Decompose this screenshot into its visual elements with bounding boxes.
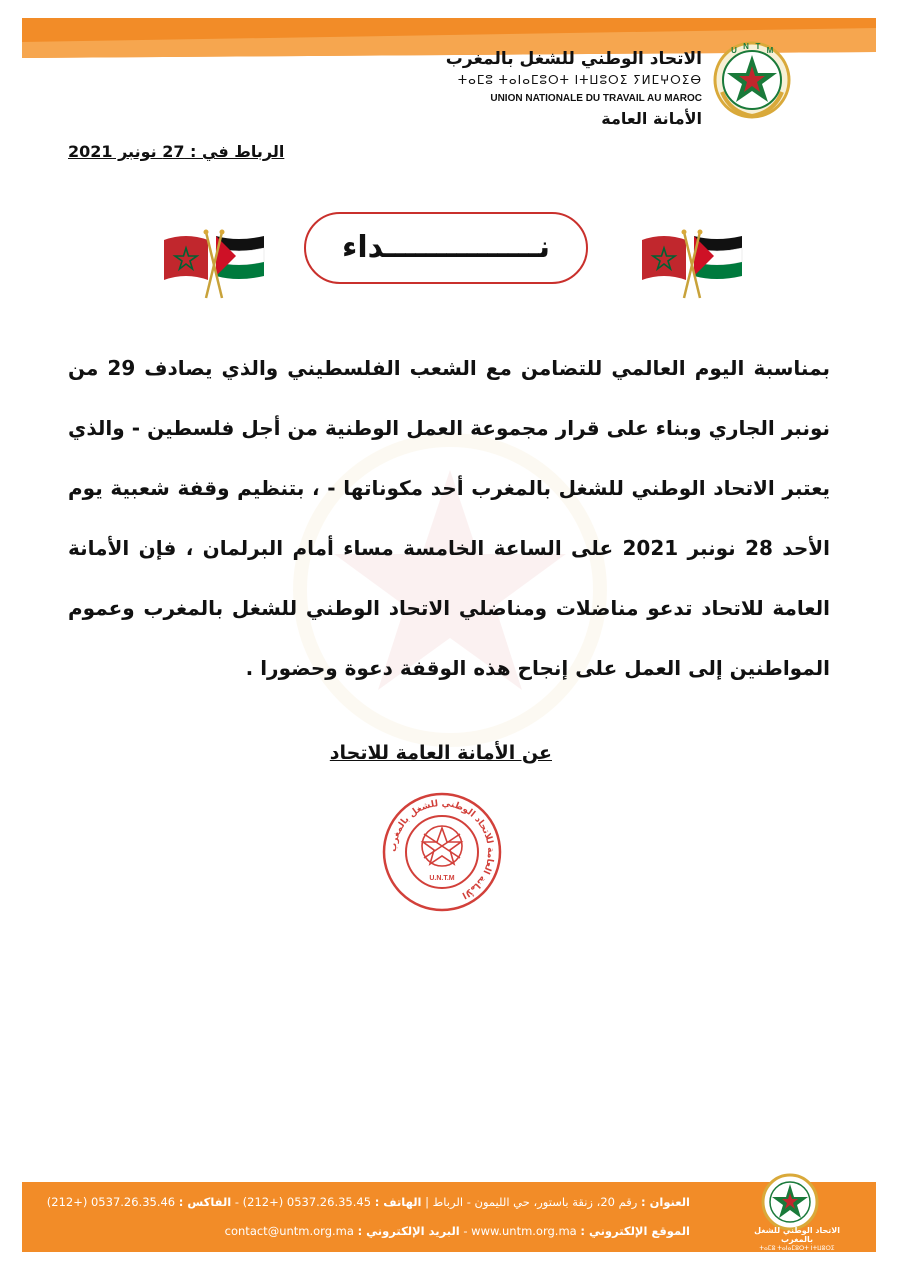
date-line: الرباط في : 27 نونبر 2021	[68, 142, 285, 161]
crossed-flags-right	[638, 228, 748, 300]
org-name-tifinagh: ⵜⴰⵎⵓ ⵜⴰⵏⴰⵎⵓⵔⵜ ⵏⵜⵡⵓⵔⵉ ⵢⵍⵎⵖⵔⵉⴱ	[457, 73, 702, 87]
logo-letter-n: N	[743, 42, 749, 51]
palestine-flag	[216, 236, 264, 279]
phone-label: الهاتف :	[374, 1195, 422, 1209]
fax-label: الفاكس :	[178, 1195, 232, 1209]
crossed-flags-left	[160, 228, 270, 300]
untm-logo	[712, 40, 792, 120]
footer-org-french: UNION NATIONALE DU TRAVAIL AU MAROC	[745, 1254, 849, 1260]
body-paragraph: بمناسبة اليوم العالمي للتضامن مع الشعب الفلسطيني والذي يصادف 29 من نونبر الجاري وبناء على قرار مجموعة العمل الوطنية من أجل فلسطين - والذي يعتبر الاتحاد الوطني للشغل بالمغرب أحد مكوناتها - ، بتنظيم وقفة شعبية يوم الأحد 28 نونبر 2021 على الساعة الخامسة مساء أمام البرلمان ، فإن الأمانة العامة للاتحاد تدعو مناضلات ومناضلي الاتحاد الوطني للشغل بالمغرب وعموم المواطنين إلى العمل على إنجاح هذه الوقفة دعوة وحضورا .	[68, 356, 831, 680]
call-title: نـــــــــــــــداء	[341, 230, 551, 265]
signature-title: عن الأمانة العامة للاتحاد	[329, 742, 552, 764]
stamp-bottom-text: U.N.T.M	[429, 875, 455, 882]
letterhead	[362, 48, 702, 130]
palestine-flag	[694, 236, 742, 279]
footer-untm-logo	[760, 1172, 820, 1232]
footer-org-tifinagh: ⵜⴰⵎⵓ ⵜⴰⵏⴰⵎⵓⵔⵜ ⵏⵜⵡⵓⵔⵉ	[759, 1245, 835, 1252]
website-label: الموقع الإلكتروني :	[580, 1224, 690, 1238]
svg-text:الأمانة العامة للاتحاد الوطني	[389, 799, 495, 900]
website-link[interactable]: www.untm.org.ma	[471, 1224, 577, 1238]
secretariat-label: الأمانة العامة	[601, 109, 702, 128]
address-value: رقم 20، زنقة باستور، حي الليمون - الرباط	[432, 1195, 638, 1209]
morocco-flag	[642, 236, 686, 280]
fax-value: (212+) 0537.26.35.46	[46, 1195, 176, 1209]
logo-letter-m: M	[766, 46, 774, 55]
logo-letter-u: U	[731, 46, 737, 55]
footer-org-names	[742, 1226, 852, 1262]
footer-contact-line: العنوان : رقم 20، زنقة باستور، حي الليمون - الرباط | الهاتف : (212+) 0537.26.35.45 - الفاكس : (212+) 0537.26.35.46	[46, 1195, 690, 1209]
phone-value: (212+) 0537.26.35.45	[242, 1195, 372, 1209]
email-label: البريد الإلكتروني :	[357, 1224, 460, 1238]
footer-web-line: الموقع الإلكتروني : www.untm.org.ma - البريد الإلكتروني : contact@untm.org.ma	[224, 1224, 690, 1238]
address-label: العنوان :	[640, 1195, 690, 1209]
stamp-ring-text: الأمانة العامة للاتحاد الوطني للشغل بالمغرب	[388, 798, 496, 900]
email-link[interactable]: contact@untm.org.ma	[224, 1224, 354, 1238]
morocco-flag	[164, 236, 208, 280]
logo-letter-t: T	[755, 42, 761, 51]
org-name-arabic: الاتحاد الوطني للشغل بالمغرب	[445, 49, 702, 69]
org-name-french: UNION NATIONALE DU TRAVAIL AU MAROC	[490, 93, 702, 104]
footer-org-arabic: الاتحاد الوطني للشغل بالمغرب	[754, 1226, 840, 1244]
official-stamp	[380, 790, 504, 914]
call-title-box	[304, 212, 588, 284]
